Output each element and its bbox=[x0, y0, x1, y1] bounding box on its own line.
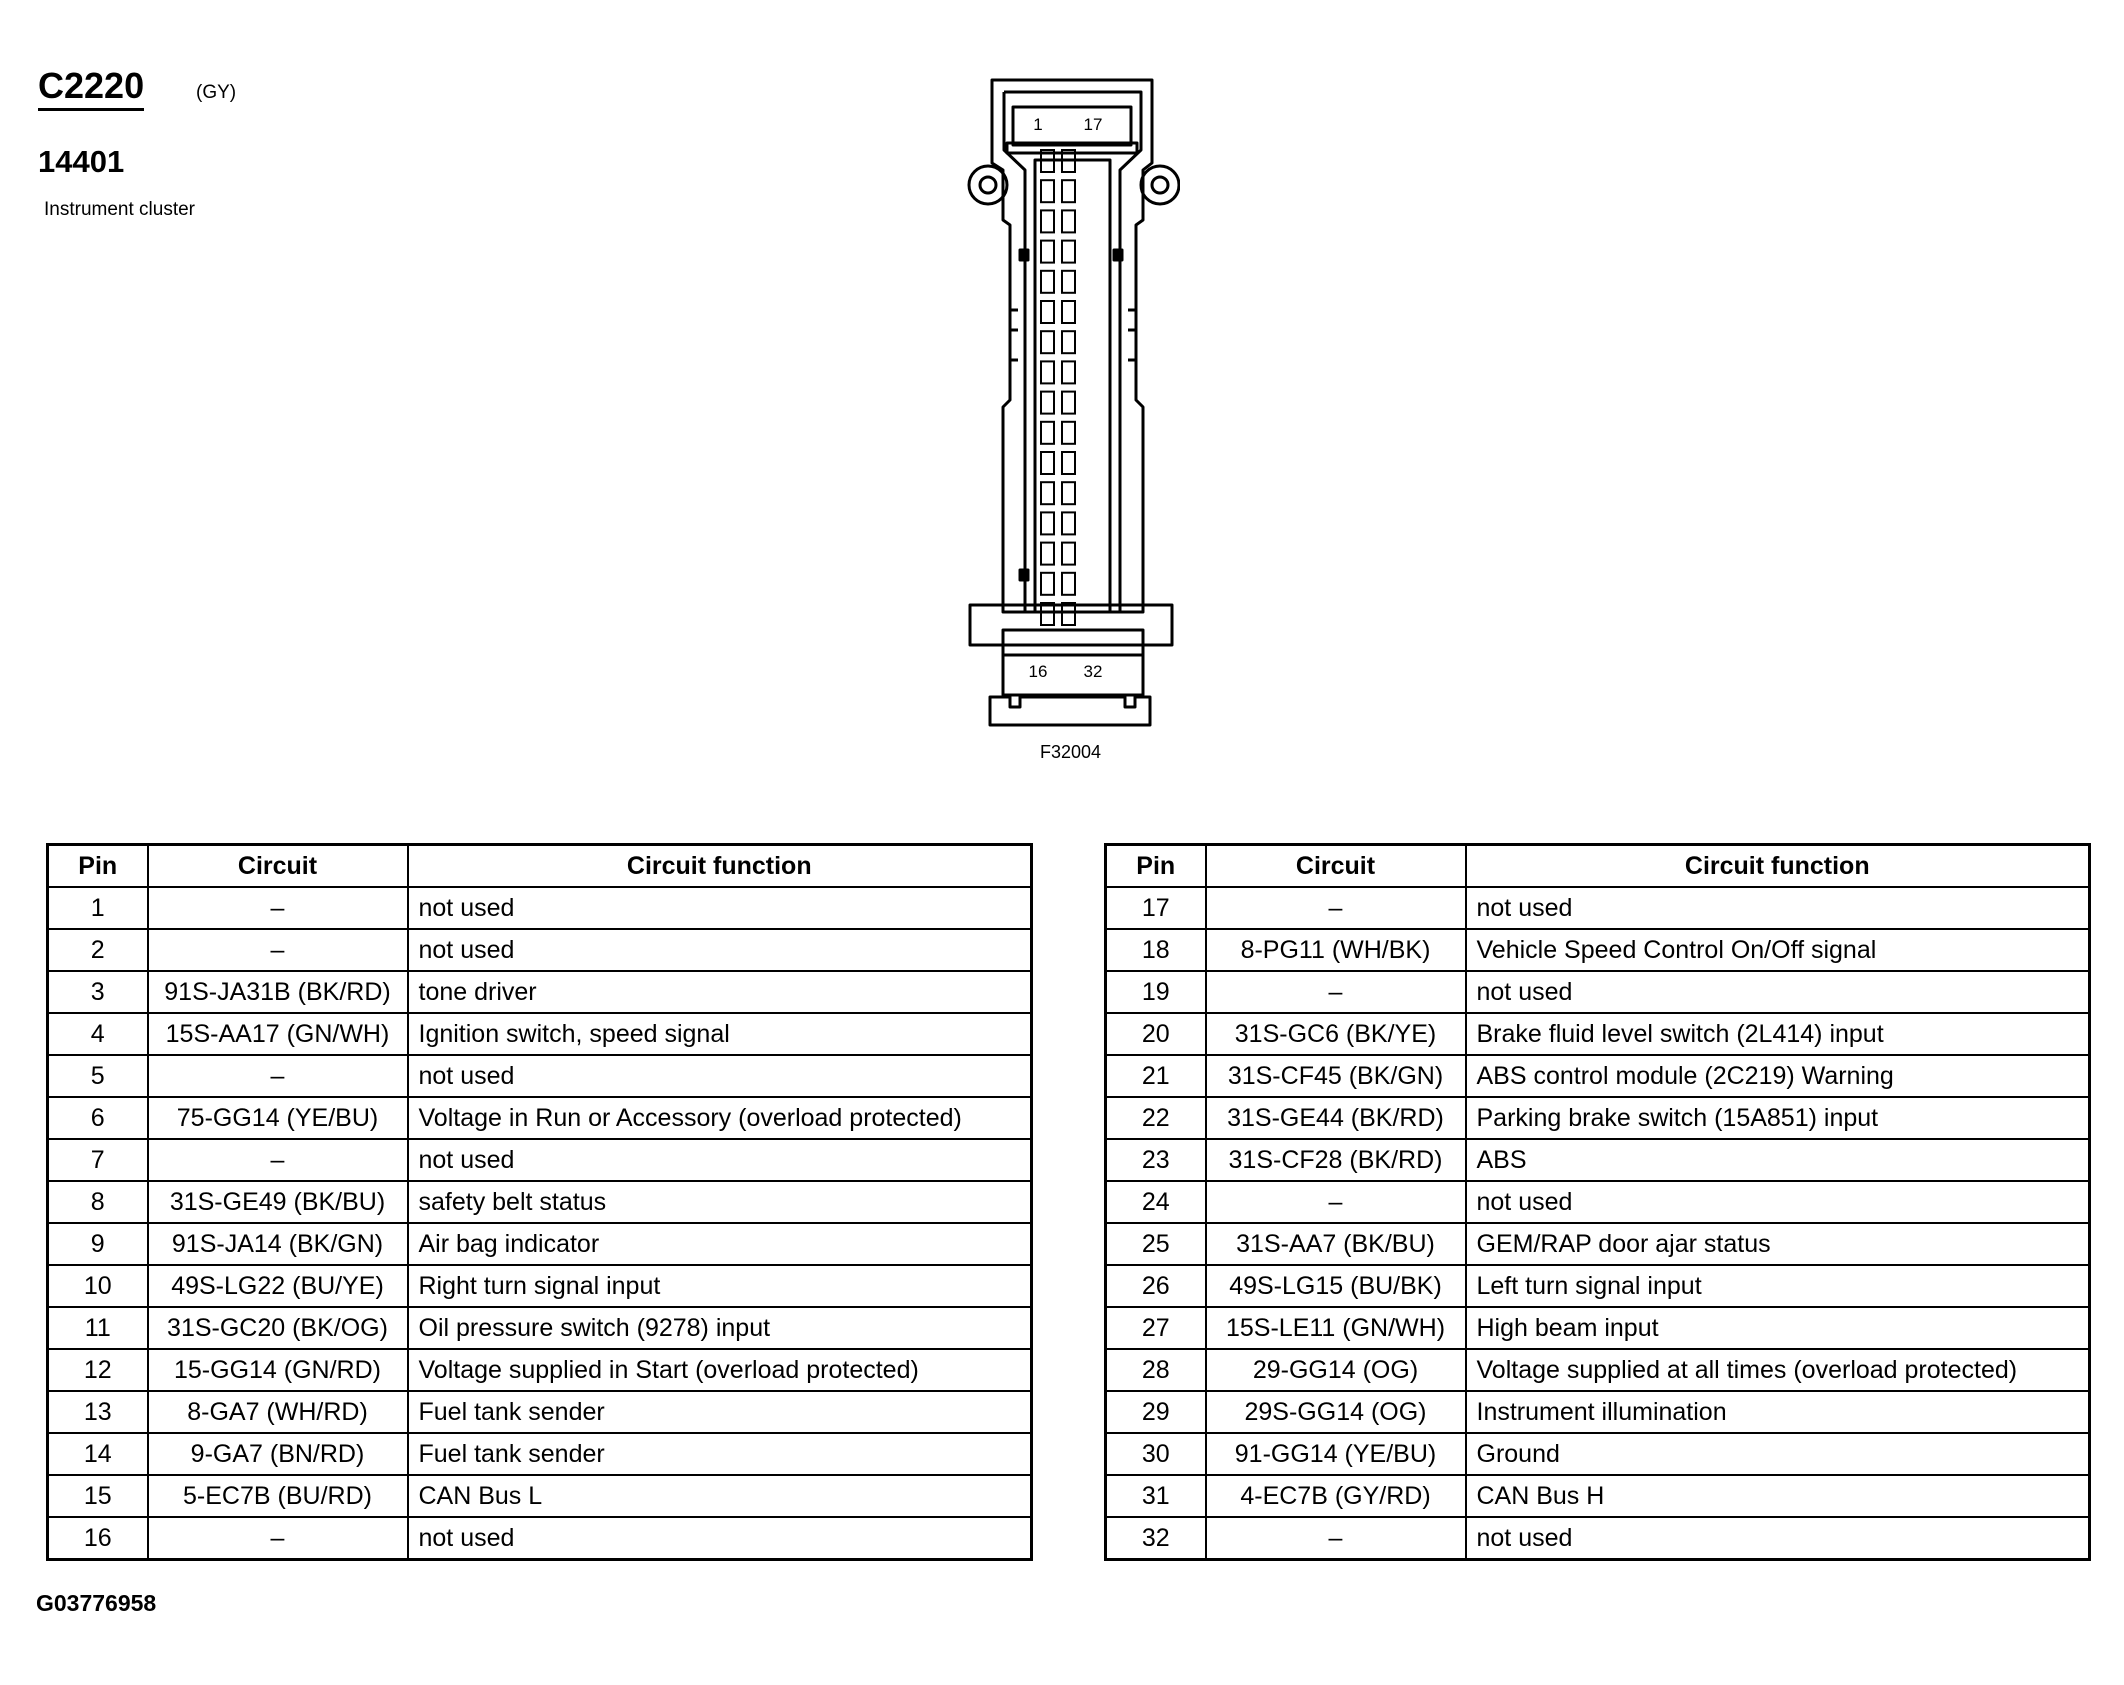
header-function: Circuit function bbox=[1466, 845, 2090, 888]
pin-cavity-5 bbox=[1041, 271, 1054, 293]
header-pin: Pin bbox=[48, 845, 148, 888]
circuit-code: 15S-LE11 (GN/WH) bbox=[1206, 1307, 1466, 1349]
pin-cavity-18 bbox=[1062, 180, 1075, 202]
pin-cavity-22 bbox=[1062, 301, 1075, 323]
circuit-code: 31S-GC20 (BK/OG) bbox=[148, 1307, 408, 1349]
table-row bbox=[1106, 1265, 2090, 1307]
circuit-function: Voltage supplied at all times (overload protected) bbox=[1466, 1349, 2090, 1391]
table-row bbox=[48, 1265, 1032, 1307]
circuit-code: 31S-GE44 (BK/RD) bbox=[1206, 1097, 1466, 1139]
pin-cavity-20 bbox=[1062, 241, 1075, 263]
pin-cavity-26 bbox=[1062, 422, 1075, 444]
table-row bbox=[48, 1307, 1032, 1349]
circuit-function: Right turn signal input bbox=[408, 1265, 1032, 1307]
circuit-function: Parking brake switch (15A851) input bbox=[1466, 1097, 2090, 1139]
pin-number: 24 bbox=[1106, 1181, 1206, 1223]
circuit-code: 91S-JA31B (BK/RD) bbox=[148, 971, 408, 1013]
pin-number: 2 bbox=[48, 929, 148, 971]
pin-cavity-6 bbox=[1041, 301, 1054, 323]
circuit-function: not used bbox=[408, 929, 1032, 971]
circuit-code: 31S-CF45 (BK/GN) bbox=[1206, 1055, 1466, 1097]
pin-number: 29 bbox=[1106, 1391, 1206, 1433]
pin-number: 28 bbox=[1106, 1349, 1206, 1391]
header-circuit: Circuit bbox=[1206, 845, 1466, 888]
table-row bbox=[48, 971, 1032, 1013]
connector-color-code: (GY) bbox=[196, 82, 237, 103]
connector-face-diagram bbox=[950, 60, 1180, 740]
connector-id: C2220 bbox=[38, 66, 144, 111]
top-label-box bbox=[1013, 107, 1131, 145]
pin-cavity-27 bbox=[1062, 452, 1075, 474]
circuit-function: CAN Bus L bbox=[408, 1475, 1032, 1517]
table-row bbox=[48, 1391, 1032, 1433]
mounting-ear-left bbox=[969, 166, 1007, 204]
circuit-function: Air bag indicator bbox=[408, 1223, 1032, 1265]
circuit-code: 8-GA7 (WH/RD) bbox=[148, 1391, 408, 1433]
circuit-code: – bbox=[148, 1517, 408, 1560]
circuit-code: 15-GG14 (GN/RD) bbox=[148, 1349, 408, 1391]
pin-cavity-25 bbox=[1062, 392, 1075, 414]
circuit-code: 75-GG14 (YE/BU) bbox=[148, 1097, 408, 1139]
circuit-code: 49S-LG15 (BU/BK) bbox=[1206, 1265, 1466, 1307]
pin-number: 18 bbox=[1106, 929, 1206, 971]
circuit-function: not used bbox=[408, 887, 1032, 929]
pin-number: 4 bbox=[48, 1013, 148, 1055]
pin-number: 31 bbox=[1106, 1475, 1206, 1517]
circuit-function: Brake fluid level switch (2L414) input bbox=[1466, 1013, 2090, 1055]
table-row bbox=[1106, 1181, 2090, 1223]
pin-cavity-15 bbox=[1041, 573, 1054, 595]
pin-number: 30 bbox=[1106, 1433, 1206, 1475]
pin-table-right bbox=[1104, 843, 2091, 1561]
pin-cavity-28 bbox=[1062, 482, 1075, 504]
circuit-function: Voltage supplied in Start (overload protected) bbox=[408, 1349, 1032, 1391]
pin-number: 23 bbox=[1106, 1139, 1206, 1181]
pin-table-left bbox=[46, 843, 1033, 1561]
pin-number: 13 bbox=[48, 1391, 148, 1433]
table-row bbox=[1106, 1097, 2090, 1139]
circuit-function: tone driver bbox=[408, 971, 1032, 1013]
pin-number: 26 bbox=[1106, 1265, 1206, 1307]
table-row bbox=[1106, 1433, 2090, 1475]
pin-cavity-11 bbox=[1041, 452, 1054, 474]
pin-number: 12 bbox=[48, 1349, 148, 1391]
table-row bbox=[1106, 971, 2090, 1013]
pin-cavity-21 bbox=[1062, 271, 1075, 293]
pin-cavity-grid bbox=[1041, 150, 1075, 625]
circuit-function: Instrument illumination bbox=[1466, 1391, 2090, 1433]
pin-number: 5 bbox=[48, 1055, 148, 1097]
pin-cavity-24 bbox=[1062, 361, 1075, 383]
pin-number: 17 bbox=[1106, 887, 1206, 929]
pin-label-1: 1 bbox=[1033, 115, 1043, 134]
part-number: 14401 bbox=[38, 144, 125, 179]
pin-cavity-14 bbox=[1041, 543, 1054, 565]
pin-number: 9 bbox=[48, 1223, 148, 1265]
pin-cavity-4 bbox=[1041, 241, 1054, 263]
table-row bbox=[1106, 1475, 2090, 1517]
pin-cavity-7 bbox=[1041, 331, 1054, 353]
circuit-code: 8-PG11 (WH/BK) bbox=[1206, 929, 1466, 971]
circuit-function: Fuel tank sender bbox=[408, 1433, 1032, 1475]
pin-number: 32 bbox=[1106, 1517, 1206, 1560]
table-row bbox=[48, 1349, 1032, 1391]
circuit-code: 91-GG14 (YE/BU) bbox=[1206, 1433, 1466, 1475]
table-row bbox=[48, 1433, 1032, 1475]
mounting-ear-right bbox=[1141, 166, 1179, 204]
pin-cavity-30 bbox=[1062, 543, 1075, 565]
table-row bbox=[1106, 1391, 2090, 1433]
pin-number: 25 bbox=[1106, 1223, 1206, 1265]
circuit-function: ABS bbox=[1466, 1139, 2090, 1181]
header-pin: Pin bbox=[1106, 845, 1206, 888]
table-row bbox=[1106, 1055, 2090, 1097]
table-row bbox=[1106, 1139, 2090, 1181]
circuit-function: CAN Bus H bbox=[1466, 1475, 2090, 1517]
circuit-code: 31S-GC6 (BK/YE) bbox=[1206, 1013, 1466, 1055]
pin-cavity-8 bbox=[1041, 361, 1054, 383]
circuit-code: 31S-GE49 (BK/BU) bbox=[148, 1181, 408, 1223]
table-row bbox=[48, 1181, 1032, 1223]
circuit-code: 91S-JA14 (BK/GN) bbox=[148, 1223, 408, 1265]
circuit-function: Fuel tank sender bbox=[408, 1391, 1032, 1433]
circuit-code: 31S-CF28 (BK/RD) bbox=[1206, 1139, 1466, 1181]
circuit-code: – bbox=[1206, 887, 1466, 929]
circuit-function: safety belt status bbox=[408, 1181, 1032, 1223]
table-header-row bbox=[48, 845, 1032, 888]
circuit-code: – bbox=[148, 1139, 408, 1181]
circuit-code: – bbox=[1206, 1517, 1466, 1560]
pin-cavity-9 bbox=[1041, 392, 1054, 414]
table-row bbox=[48, 1013, 1032, 1055]
pin-label-16: 16 bbox=[1028, 662, 1048, 681]
pin-number: 3 bbox=[48, 971, 148, 1013]
pin-number: 22 bbox=[1106, 1097, 1206, 1139]
pin-number: 15 bbox=[48, 1475, 148, 1517]
circuit-function: High beam input bbox=[1466, 1307, 2090, 1349]
pin-number: 27 bbox=[1106, 1307, 1206, 1349]
image-id: G03776958 bbox=[36, 1590, 157, 1616]
bottom-latch bbox=[990, 697, 1150, 725]
circuit-function: Vehicle Speed Control On/Off signal bbox=[1466, 929, 2090, 971]
table-header-row bbox=[1106, 845, 2090, 888]
pin-number: 8 bbox=[48, 1181, 148, 1223]
pin-cavity-2 bbox=[1041, 180, 1054, 202]
circuit-function: Voltage in Run or Accessory (overload protected) bbox=[408, 1097, 1032, 1139]
pin-label-17: 17 bbox=[1083, 115, 1103, 134]
circuit-code: 29S-GG14 (OG) bbox=[1206, 1391, 1466, 1433]
circuit-function: not used bbox=[1466, 971, 2090, 1013]
pin-cavity-12 bbox=[1041, 482, 1054, 504]
pin-number: 20 bbox=[1106, 1013, 1206, 1055]
table-row bbox=[48, 887, 1032, 929]
circuit-code: – bbox=[1206, 971, 1466, 1013]
pin-cavity-13 bbox=[1041, 512, 1054, 534]
table-row bbox=[48, 1139, 1032, 1181]
pin-cavity-29 bbox=[1062, 512, 1075, 534]
circuit-function: not used bbox=[408, 1139, 1032, 1181]
table-row bbox=[1106, 929, 2090, 971]
header-circuit: Circuit bbox=[148, 845, 408, 888]
pin-number: 11 bbox=[48, 1307, 148, 1349]
circuit-function: Left turn signal input bbox=[1466, 1265, 2090, 1307]
table-row bbox=[1106, 887, 2090, 929]
table-row bbox=[48, 1055, 1032, 1097]
circuit-function: Ground bbox=[1466, 1433, 2090, 1475]
pin-cavity-19 bbox=[1062, 210, 1075, 232]
pin-label-32: 32 bbox=[1083, 662, 1103, 681]
circuit-code: 31S-AA7 (BK/BU) bbox=[1206, 1223, 1466, 1265]
circuit-code: – bbox=[148, 929, 408, 971]
circuit-code: 29-GG14 (OG) bbox=[1206, 1349, 1466, 1391]
header-function: Circuit function bbox=[408, 845, 1032, 888]
circuit-function: not used bbox=[1466, 1517, 2090, 1560]
circuit-function: not used bbox=[1466, 887, 2090, 929]
component-name: Instrument cluster bbox=[44, 199, 195, 220]
table-row bbox=[48, 1517, 1032, 1560]
circuit-code: 9-GA7 (BN/RD) bbox=[148, 1433, 408, 1475]
table-row bbox=[1106, 1517, 2090, 1560]
pin-number: 14 bbox=[48, 1433, 148, 1475]
pin-number: 7 bbox=[48, 1139, 148, 1181]
pin-cavity-23 bbox=[1062, 331, 1075, 353]
circuit-code: 15S-AA17 (GN/WH) bbox=[148, 1013, 408, 1055]
circuit-code: 5-EC7B (BU/RD) bbox=[148, 1475, 408, 1517]
pin-number: 1 bbox=[48, 887, 148, 929]
circuit-function: not used bbox=[408, 1055, 1032, 1097]
pin-cavity-3 bbox=[1041, 210, 1054, 232]
circuit-function: not used bbox=[408, 1517, 1032, 1560]
pin-number: 16 bbox=[48, 1517, 148, 1560]
table-row bbox=[48, 929, 1032, 971]
pin-number: 10 bbox=[48, 1265, 148, 1307]
circuit-function: Ignition switch, speed signal bbox=[408, 1013, 1032, 1055]
pin-number: 19 bbox=[1106, 971, 1206, 1013]
pin-number: 6 bbox=[48, 1097, 148, 1139]
circuit-code: – bbox=[1206, 1181, 1466, 1223]
circuit-function: not used bbox=[1466, 1181, 2090, 1223]
table-row bbox=[48, 1475, 1032, 1517]
circuit-function: ABS control module (2C219) Warning bbox=[1466, 1055, 2090, 1097]
table-row bbox=[48, 1097, 1032, 1139]
pin-cavity-10 bbox=[1041, 422, 1054, 444]
table-row bbox=[1106, 1013, 2090, 1055]
circuit-code: – bbox=[148, 887, 408, 929]
table-row bbox=[1106, 1223, 2090, 1265]
circuit-code: 49S-LG22 (BU/YE) bbox=[148, 1265, 408, 1307]
circuit-function: GEM/RAP door ajar status bbox=[1466, 1223, 2090, 1265]
bottom-label-box bbox=[1003, 655, 1143, 695]
pin-number: 21 bbox=[1106, 1055, 1206, 1097]
circuit-function: Oil pressure switch (9278) input bbox=[408, 1307, 1032, 1349]
figure-code: F32004 bbox=[1040, 742, 1102, 762]
circuit-code: 4-EC7B (GY/RD) bbox=[1206, 1475, 1466, 1517]
table-row bbox=[1106, 1307, 2090, 1349]
circuit-code: – bbox=[148, 1055, 408, 1097]
pin-cavity-31 bbox=[1062, 573, 1075, 595]
table-row bbox=[48, 1223, 1032, 1265]
table-row bbox=[1106, 1349, 2090, 1391]
